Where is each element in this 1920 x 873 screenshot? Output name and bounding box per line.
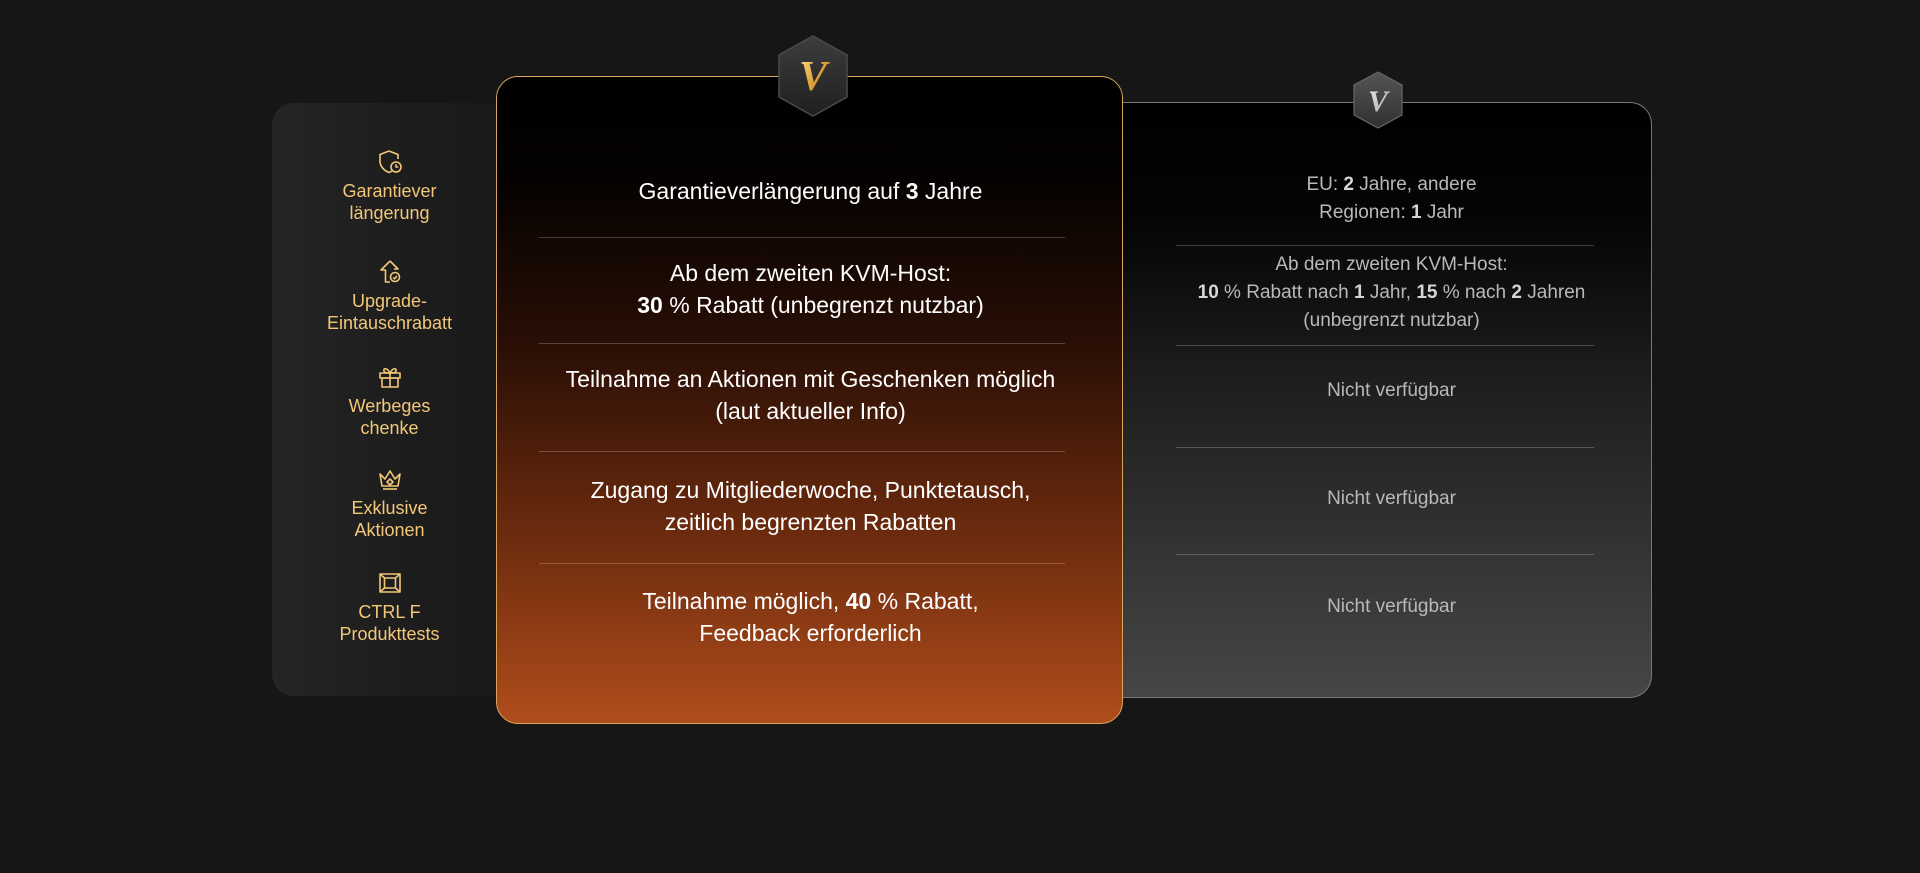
standard-row-warranty <box>1100 171 1683 227</box>
feature-label-exclusive: Exklusive Aktionen <box>351 498 428 540</box>
row-text: (laut aktueller Info) <box>715 398 906 424</box>
feature-warranty <box>272 148 507 224</box>
row-text: % Rabatt, <box>871 588 979 614</box>
standard-row-exclusive <box>1100 485 1683 513</box>
divider <box>1176 554 1594 555</box>
feature-product-tests <box>272 569 507 645</box>
row-number: 40 <box>845 588 872 614</box>
row-text: Jahre <box>918 178 983 204</box>
feature-label-gifts: Werbeges chenke <box>348 396 431 438</box>
feature-gifts <box>272 363 507 439</box>
row-text: Teilnahme möglich, <box>642 588 846 614</box>
row-text: Ab dem zweiten KVM-Host: <box>1275 254 1508 275</box>
premium-badge <box>775 34 851 118</box>
not-available-text: Nicht verfügbar <box>1327 596 1456 617</box>
row-text: Regionen: <box>1319 202 1412 223</box>
divider <box>1176 345 1594 346</box>
row-text: Teilnahme an Aktionen mit Geschenken möglich <box>565 366 1056 392</box>
upgrade-arrow-icon <box>376 258 404 286</box>
standard-row-upgrade <box>1100 251 1683 335</box>
row-text: Zugang zu Mitgliederwoche, Punktetausch, <box>590 477 1031 503</box>
standard-row-product-tests <box>1100 593 1683 621</box>
row-text: % nach <box>1437 282 1512 303</box>
row-number: 1 <box>1353 282 1365 303</box>
row-text: Jahr <box>1421 202 1464 223</box>
standard-badge-letter: V <box>1367 85 1389 118</box>
row-text: % Rabatt (unbegrenzt nutzbar) <box>662 292 984 318</box>
premium-row-gifts <box>497 363 1124 427</box>
row-number: 30 <box>637 292 663 318</box>
divider <box>1176 447 1594 448</box>
gift-icon <box>376 363 404 391</box>
premium-row-exclusive <box>497 474 1124 538</box>
standard-plan-card <box>1100 102 1652 698</box>
row-number: 3 <box>905 178 919 204</box>
row-number: 2 <box>1511 282 1522 303</box>
premium-badge-letter: V <box>798 54 828 100</box>
row-number: 15 <box>1416 282 1438 303</box>
divider <box>539 343 1065 344</box>
premium-row-product-tests <box>497 585 1124 649</box>
feature-label-product-tests: CTRL F Produkttests <box>339 602 440 644</box>
divider <box>539 563 1065 564</box>
row-number: 1 <box>1411 202 1422 223</box>
product-test-icon <box>376 569 404 597</box>
row-text: Feedback erforderlich <box>699 620 922 646</box>
row-number: 2 <box>1343 174 1354 195</box>
divider <box>539 237 1065 238</box>
divider <box>539 451 1065 452</box>
row-text: Jahre, andere <box>1354 174 1477 195</box>
crown-icon <box>376 465 404 493</box>
standard-row-gifts <box>1100 377 1683 405</box>
feature-label-warranty: Garantiever längerung <box>342 181 437 223</box>
premium-plan-card <box>496 76 1123 724</box>
row-text: Garantieverlängerung auf <box>638 178 906 204</box>
row-text: Ab dem zweiten KVM-Host: <box>669 260 952 286</box>
shield-clock-icon <box>376 148 404 176</box>
feature-exclusive <box>272 465 507 541</box>
not-available-text: Nicht verfügbar <box>1327 380 1456 401</box>
row-text: EU: <box>1306 174 1344 195</box>
premium-row-warranty <box>497 175 1124 207</box>
premium-row-upgrade <box>497 257 1124 321</box>
row-text: Jahren <box>1521 282 1586 303</box>
row-text: zeitlich begrenzten Rabatten <box>664 509 957 535</box>
divider <box>1176 245 1594 246</box>
row-text: % Rabatt nach <box>1218 282 1354 303</box>
not-available-text: Nicht verfügbar <box>1327 488 1456 509</box>
feature-upgrade <box>272 258 507 334</box>
standard-badge <box>1351 70 1405 130</box>
row-text: Jahr, <box>1364 282 1417 303</box>
feature-label-upgrade: Upgrade- Eintauschrabatt <box>326 291 453 333</box>
row-text: (unbegrenzt nutzbar) <box>1303 310 1480 331</box>
row-number: 10 <box>1197 282 1219 303</box>
feature-rail <box>272 103 512 696</box>
